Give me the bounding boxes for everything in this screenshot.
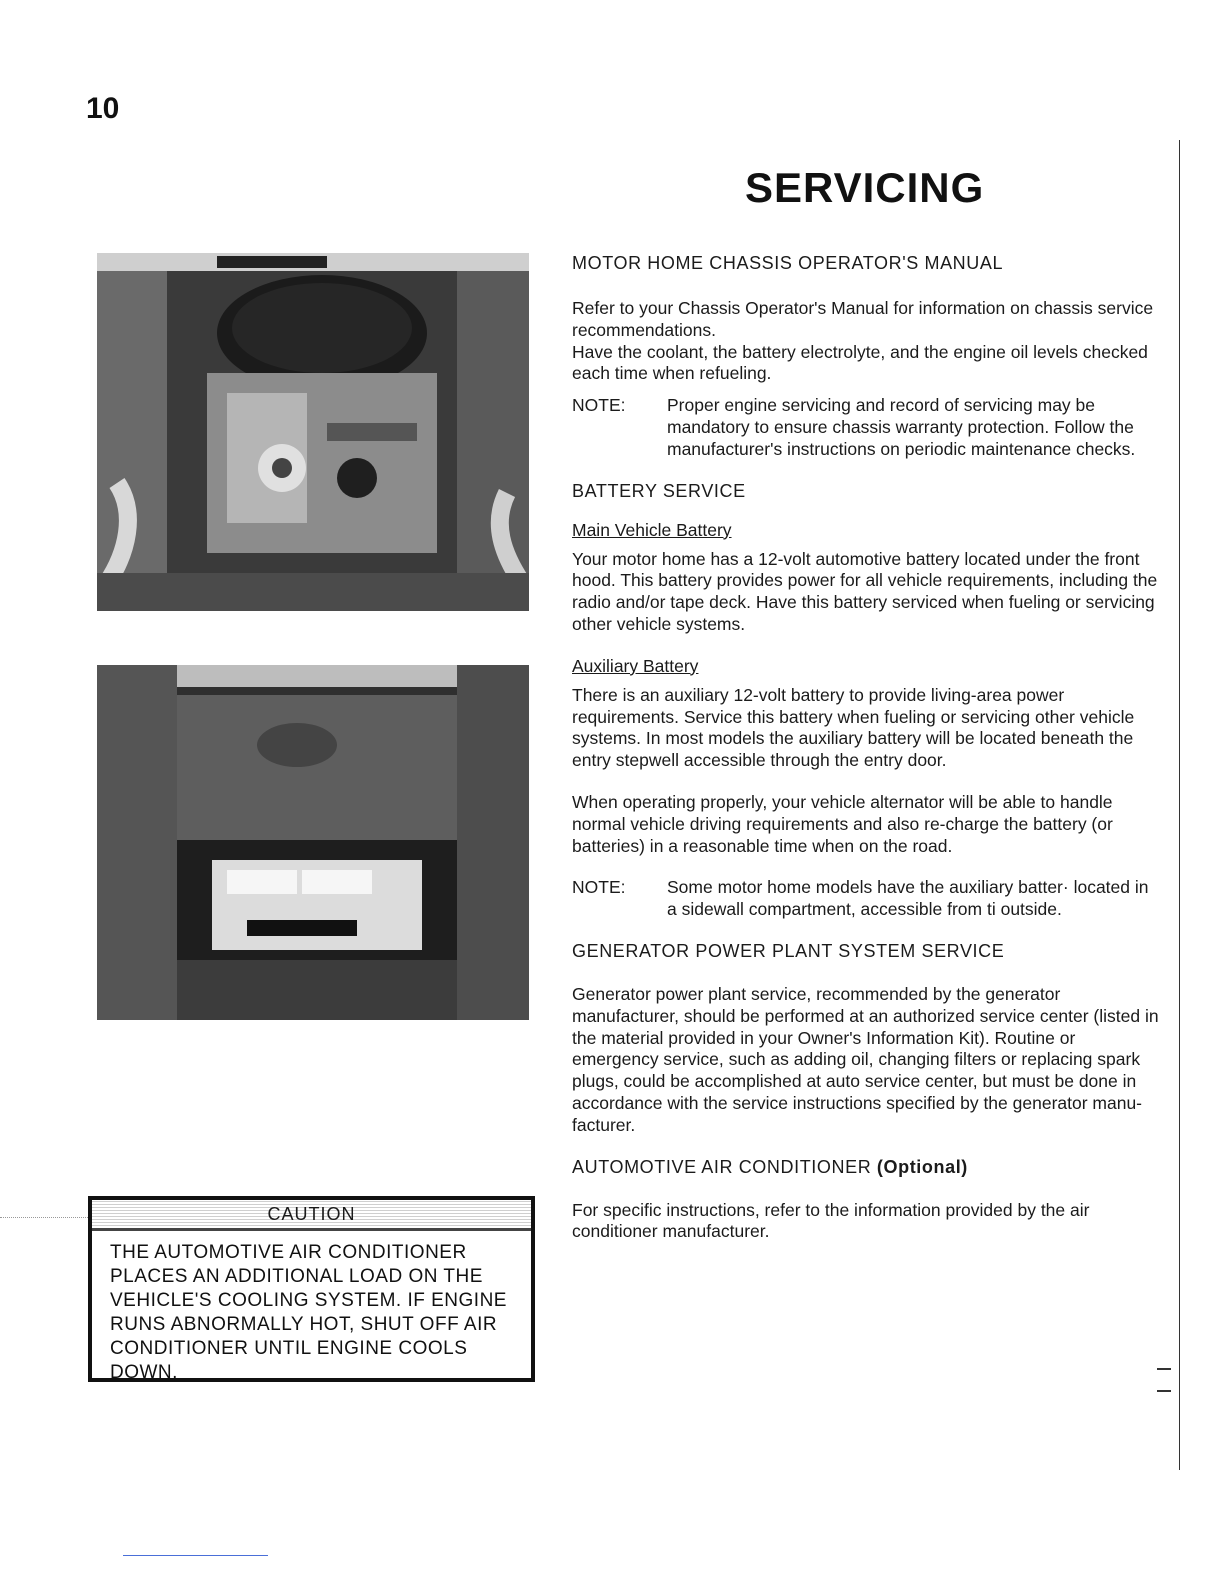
note-label: NOTE: — [572, 395, 626, 416]
page-edge-tick — [1157, 1368, 1171, 1392]
section-heading-aircon — [572, 1157, 1162, 1178]
caution-leader-line — [0, 1217, 88, 1218]
aircon-heading-optional: (Optional) — [876, 1156, 968, 1177]
subheading-main-battery: Main Vehicle Battery — [572, 519, 732, 540]
page-title: SERVICING — [745, 164, 985, 211]
generator-text: Generator power plant service, recommended by the generator manufacturer, should be performed at an authorized service center (listed in the material provided in your Owner's Information Kit). Routine or emergency service, such as adding oil, changing filters or replacing spark plugs, could be accomplished at auto service center, but must be done in accordance with the service instructions specified by the generator manu-facturer. — [572, 983, 1159, 1135]
engine-compartment-photo — [97, 253, 529, 611]
page-number: 10 — [86, 92, 120, 125]
caution-label: CAUTION — [92, 1200, 531, 1231]
manual-paragraph-1: Refer to your Chassis Operator's Manual for information on chassis service recommendations. — [572, 298, 1154, 340]
bottom-underline — [123, 1555, 268, 1556]
auxiliary-battery-photo — [97, 665, 529, 1020]
page-edge-line — [1179, 140, 1180, 1470]
aircon-text: For specific instructions, refer to the information provided by the air conditioner manufacturer. — [572, 1199, 1090, 1242]
note-label: NOTE: — [572, 877, 626, 898]
section-heading-battery: BATTERY SERVICE — [572, 480, 746, 501]
note-text: Some motor home models have the auxiliary batter· located in a sidewall compartment, accessible from ti outside. — [667, 877, 1149, 920]
caution-box — [88, 1196, 535, 1382]
aircon-heading-text: AUTOMOTIVE AIR CONDITIONER — [572, 1156, 872, 1177]
manual-note — [572, 395, 1162, 460]
section-heading-manual: MOTOR HOME CHASSIS OPERATOR'S MANUAL — [572, 253, 1004, 273]
main-battery-text: Your motor home has a 12-volt automotive battery located under the front hood. This battery provides power for all vehicle requirements, including the radio and/or tape deck. Have this battery serviced when fueling or servicing other vehicle systems. — [572, 548, 1158, 634]
section-heading-generator: GENERATOR POWER PLANT SYSTEM SERVICE — [572, 940, 1005, 961]
alternator-text: When operating properly, your vehicle alternator will be able to handle normal vehicle driving requirements and also re-charge the battery (or batteries) in a reasonable time when on the road. — [572, 791, 1113, 856]
note-text: Proper engine servicing and record of servicing may be mandatory to ensure chassis warranty protection. Follow the manufacturer's instructions on periodic maintenance checks. — [667, 395, 1136, 459]
main-content — [572, 253, 1162, 1243]
battery-note — [572, 877, 1162, 921]
caution-text: THE AUTOMOTIVE AIR CONDITIONER PLACES AN ADDITIONAL LOAD ON THE VEHICLE'S COOLING SYSTEM. IF ENGINE RUNS ABNORMALLY HOT, SHUT OFF AIR CONDITIONER UNTIL ENGINE COOLS DOWN. — [110, 1242, 507, 1383]
auxiliary-battery-text: There is an auxiliary 12-volt battery to provide living-area power requirements. Service this battery when fueling or servicing other vehicle systems. In most models the auxiliary battery will be located beneath the entry stepwell accessible through the entry door. — [572, 684, 1135, 771]
subheading-auxiliary-battery: Auxiliary Battery — [572, 655, 699, 676]
manual-paragraph-2: Have the coolant, the battery electrolyte, and the engine oil levels checked each time when refueling. — [572, 341, 1148, 384]
